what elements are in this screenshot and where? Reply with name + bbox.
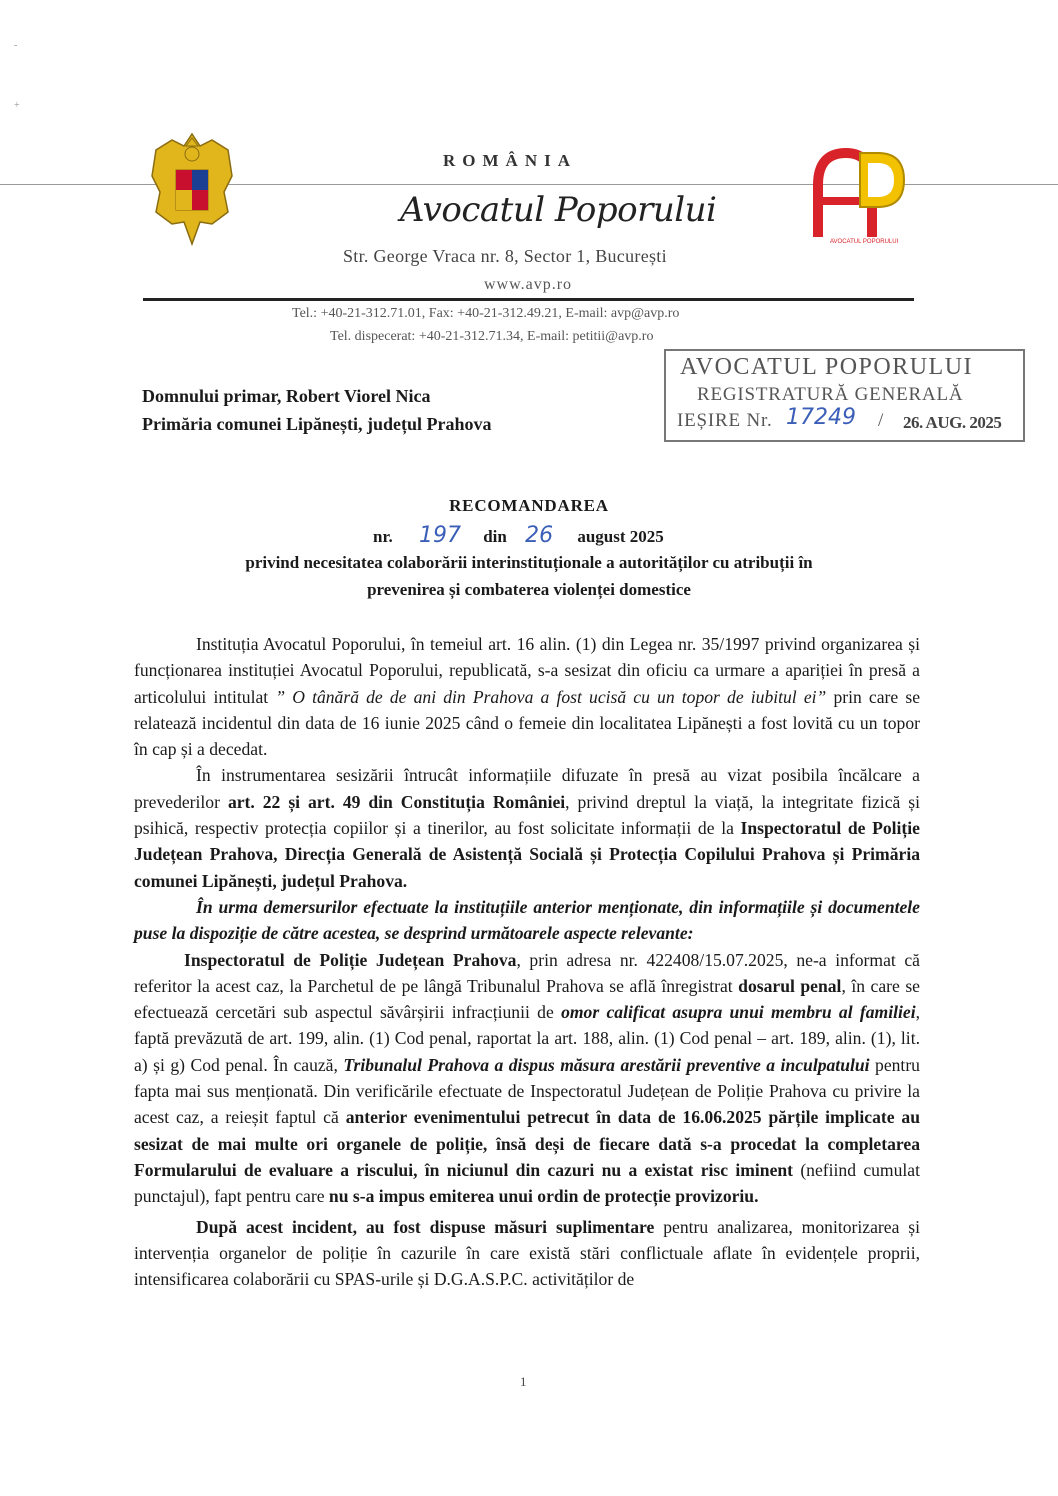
p4-text-5: (nefiind cumulat punctajul), fapt pentru care [134,1159,920,1207]
p2-institutions: Inspectoratul de Poliție Județean Prahova, Direcția Generală de Asistență Socială și Protecția Copilului Prahova și Primăria comunei Lipănești, județul Prahova. [134,818,920,891]
stamp-line-3 [677,410,773,432]
header-rule [143,298,914,301]
recipient-name: Domnului primar, Robert Viorel Nica [142,386,431,406]
article-title: ” O tânără de de ani din Prahova a fost ucisă cu un topor de iubitul ei” [275,686,827,707]
document-number-line [373,523,664,548]
margin-mark: - [14,40,18,51]
p2-constitution-ref: art. 22 și art. 49 din Constituția României [227,791,566,812]
paragraph-5 [134,1214,920,1293]
p4-text: , prin adresa nr. 422408/15.07.2025, ne-a informat că referitor la acest caz, la Parchetul de pe lângă Tribunalul Prahova se află înregistrat [134,949,920,996]
day-handwritten: 26 [525,523,554,548]
nr-label: nr. [373,527,393,546]
p5-text: pentru analizarea, monitorizarea și intervenția organelor de poliție în cazurile în care există stări conflictuale aflate în evidențele proprii, intensificarea colaborării cu SPAS-urile și D.G.A.S.P.C. activităților de [134,1216,921,1290]
institution-name: Avocatul Poporului [400,190,717,230]
recipient-institution: Primăria comunei Lipănești, județul Prahova [142,414,492,434]
stamp-line-2: REGISTRATURĂ GENERALĂ [697,384,964,405]
p4-text-4: pentru fapta mai sus menționată. Din verificările efectuate de Inspectoratul Județean de Poliție Prahova cu privire la acest caz, a reieșit faptul că [134,1054,920,1128]
avp-logo-icon [808,145,908,245]
contact-line-1: Tel.: +40-21-312.71.01, Fax: +40-21-312.49.21, E-mail: avp@avp.ro [292,306,680,321]
p1-text: Instituția Avocatul Poporului, în temeiul art. 16 alin. (1) din Legea nr. 35/1997 privind organizarea și funcționarea instituției Avocatul Poporului, republicată, s-a sesizat din oficiu ca urmare a apariției în presă a articolului intitulat [134,634,920,707]
p4-text-2: , în care se efectuează cercetări sub aspectul săvârșirii infracțiunii de [134,975,920,1023]
document-subtitle-line-2: prevenirea și combaterea violenței domestice [367,580,691,599]
nr-handwritten: 197 [418,523,461,548]
paragraph-4 [134,947,920,1210]
page-number: 1 [520,1374,527,1389]
p4-dosar: dosarul penal [738,975,842,996]
stamp-line-1: AVOCATUL POPORULUI [680,354,974,380]
margin-mark: + [14,100,20,111]
institution-address: Str. George Vraca nr. 8, Sector 1, București [343,246,667,266]
contact-line-2: Tel. dispecerat: +40-21-312.71.34, E-mail: petitii@avp.ro [330,329,654,344]
p5-measures: După acest incident, au fost dispuse măsuri suplimentare [196,1216,655,1237]
p4-court-measure: Tribunalul Prahova a dispus măsura arestării preventive a inculpatului [343,1054,870,1075]
p1-text-end: prin care se relatează incidentul din data de 16 iunie 2025 când o femeie din localitatea Lipănești a fost lovită cu un topor în cap și a decedat. [134,686,921,760]
stamp-handwritten-number: 17249 [786,405,856,430]
din-label: din [483,527,507,546]
p4-institution: Inspectoratul de Poliție Județean Prahova [184,949,517,970]
p4-offense: omor calificat asupra unui membru al familiei [561,1002,916,1023]
stamp-exit-label: IEȘIRE Nr. [677,410,773,431]
p2-text-mid: , privind dreptul la viață, la integritate fizică și psihică, respectiv protecția copiilor și a tinerilor, au fost solicitate informații de la [134,791,921,839]
p4-no-order: nu s-a impus emiterea unui ordin de protecție provizoriu. [328,1186,759,1207]
country-name: ROMÂNIA [443,151,577,170]
institution-website: www.avp.ro [484,276,573,293]
logo-caption: AVOCATUL POPORULUI [830,239,899,245]
stamp-date: 26. AUG. 2025 [903,413,1002,432]
paragraph-3: În urma demersurilor efectuate la instituțiile anterior menționate, din informațiile și documentele puse la dispoziție de către acestea, se desprind următoarele aspecte relevante: [134,896,920,944]
document-title: RECOMANDAREA [449,496,609,515]
paragraph-2 [134,762,920,893]
paragraph-1 [134,631,920,762]
body-text [134,631,920,1292]
p4-prior-reports: anterior evenimentului petrecut în data de 16.06.2025 părțile implicate au sesizat de mai multe ori organele de poliție, însă deși de fiecare dată s-a procedat la completarea Formularului de evaluare a riscului, în niciunul din cazuri nu a existat risc iminent [134,1107,920,1180]
coat-of-arms-icon [148,132,236,250]
month-year: august 2025 [577,527,664,546]
p2-text: În instrumentarea sesizării întrucât informațiile difuzate în presă au vizat posibila încălcare a prevederilor [134,765,920,812]
document-subtitle-line-1: privind necesitatea colaborării interinstituționale a autorităților cu atribuții în [245,553,813,572]
p4-text-3: , faptă prevăzută de art. 199, alin. (1) Cod penal, raportat la art. 188, alin. (1) Cod penal – art. 189, alin. (1), lit. a) și g) Cod penal. În cauză, [134,1002,920,1075]
stamp-separator: / [878,410,884,431]
